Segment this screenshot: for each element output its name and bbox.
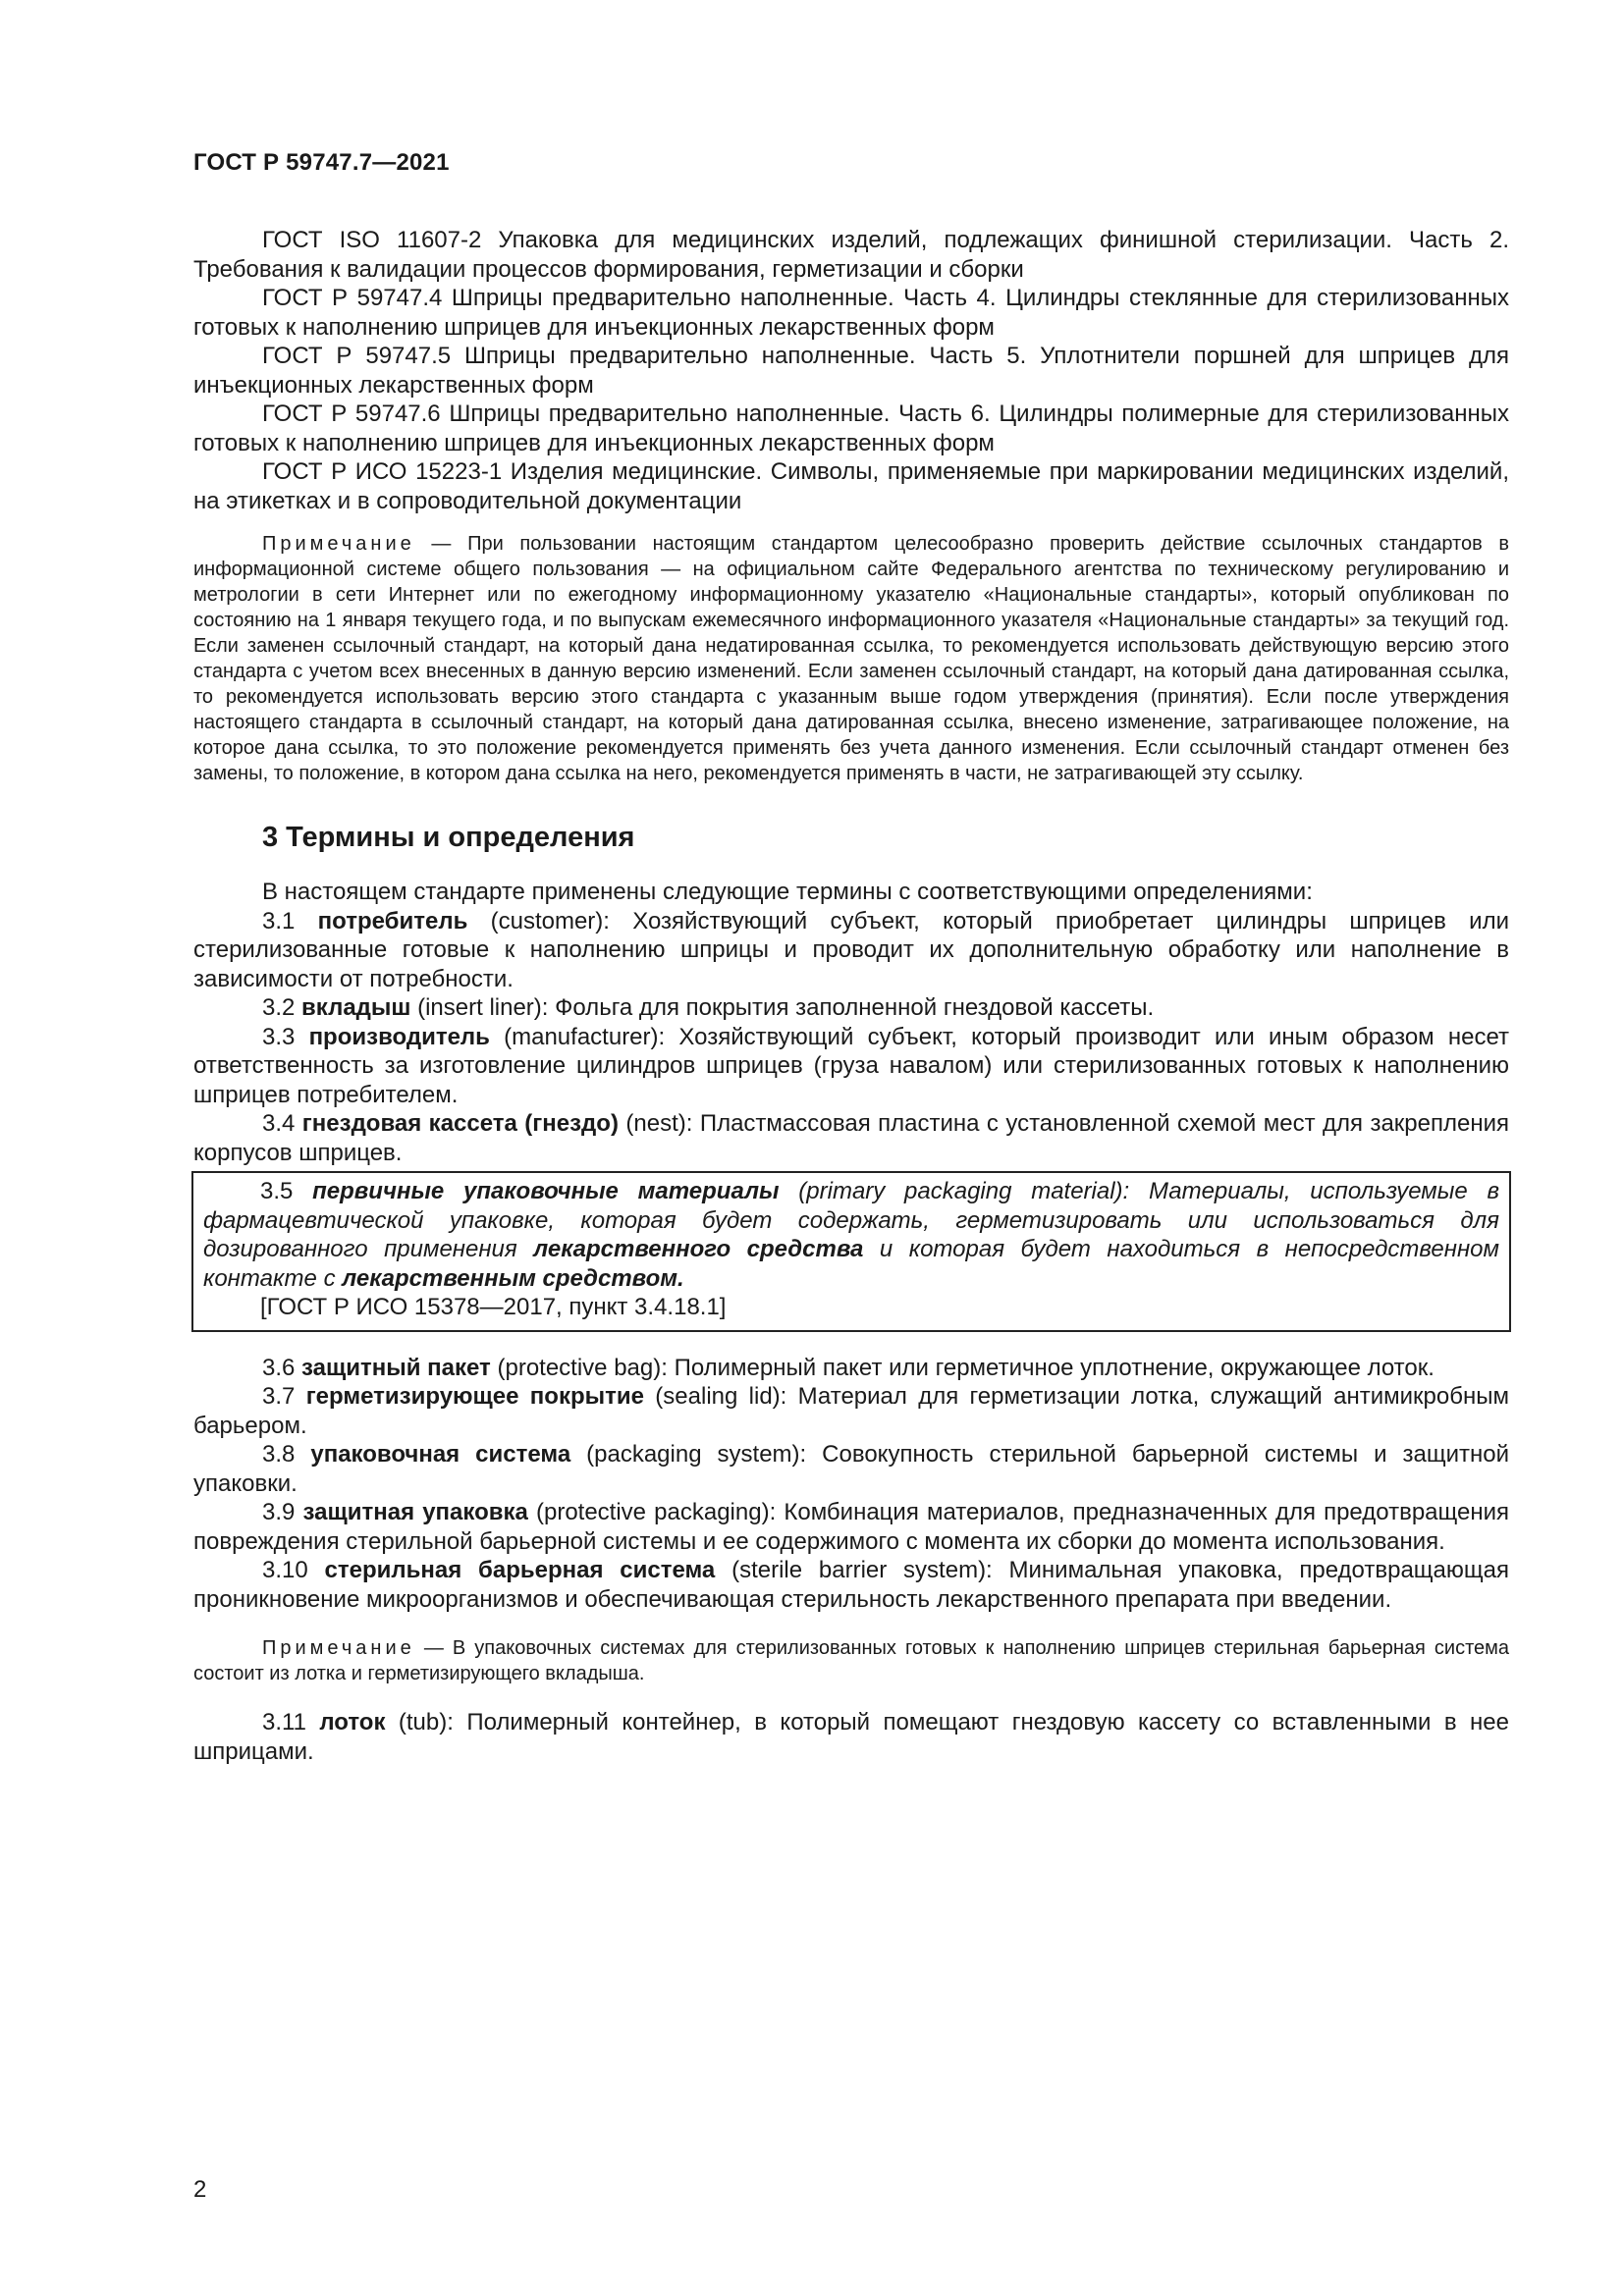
- section-heading: 3 Термины и определения: [262, 822, 635, 853]
- page-header: ГОСТ Р 59747.7—2021: [193, 149, 450, 176]
- page-number: 2: [193, 2176, 207, 2203]
- section-intro: В настоящем стандарте применены следующие термины с соответствующими определениями:: [262, 879, 1313, 905]
- note-sterile-barrier: [193, 1635, 1509, 1686]
- term-3-6: 3.6 защитный пакет (protective bag): Полимерный пакет или герметичное уплотнение, окружающее лоток.: [262, 1354, 1435, 1381]
- page-content: [193, 226, 1509, 1766]
- term-3-8: 3.8 упаковочная система (packaging system): Совокупность стерильной барьерной системы и защитной упаковки.: [193, 1441, 1510, 1497]
- term-3-3: 3.3 производитель (manufacturer): Хозяйствующий субъект, который производит или иным образом несет ответственность за изготовление цилиндров шприцев (груза навалом) или стерилизованных готовых к наполнению шприцев потребителем.: [193, 1023, 1509, 1108]
- term-3-9: 3.9 защитная упаковка (protective packaging): Комбинация материалов, предназначенных для предотвращения повреждения стерильной барьерной системы и ее содержимого с момента их сборки до момента использования.: [193, 1499, 1509, 1555]
- note-text: — В упаковочных системах для стерилизованных готовых к наполнению шприцев стерильная барьерная система состоит из лотка и герметизирующего вкладыша.: [193, 1637, 1509, 1684]
- note-references: [193, 531, 1509, 786]
- ref-item: ГОСТ ISO 11607-2 Упаковка для медицинских изделий, подлежащих финишной стерилизации. Часть 2. Требования к валидации процессов формирования, герметизации и сборки: [193, 227, 1509, 283]
- ref-item: ГОСТ Р ИСО 15223-1 Изделия медицинские. Символы, применяемые при маркировании медицинских изделий, на этикетках и в сопроводительной документации: [193, 458, 1509, 514]
- note-text: — При пользовании настоящим стандартом целесообразно проверить действие ссылочных стандартов в информационной системе общего пользования — на официальном сайте Федерального агентства по техническому регулированию и метрологии в сети Интернет или по ежегодному информационному указателю «Национальные стандарты», который опубликован по состоянию на 1 января текущего года, и по выпускам ежемесячного информационного указателя «Национальные стандарты» за текущий год. Если заменен ссылочный стандарт, на который дана недатированная ссылка, то рекомендуется использовать действующую версию этого стандарта с учетом всех внесенных в данную версию изменений. Если заменен ссылочный стандарт, на который дана датированная ссылка, то рекомендуется использовать версию этого стандарта с указанным выше годом утверждения (принятия). Если после утверждения настоящего стандарта в ссылочный стандарт, на который дана датированная ссылка, внесено изменение, затрагивающее положение, на которое дана ссылка, то это положение рекомендуется применять без учета данного изменения. Если ссылочный стандарт отменен без замены, то положение, в котором дана ссылка на него, рекомендуется применять в части, не затрагивающей эту ссылку.: [193, 533, 1509, 784]
- term-3-10: 3.10 стерильная барьерная система (sterile barrier system): Минимальная упаковка, предотвращающая проникновение микроорганизмов и обеспечивающая стерильность лекарственного препарата при введении.: [193, 1557, 1509, 1613]
- term-3-1: 3.1 потребитель (customer): Хозяйствующий субъект, который приобретает цилиндры шприцев или стерилизованные готовые к наполнению шприцы и проводит их дополнительную обработку или наполнение в зависимости от потребности.: [193, 907, 1510, 992]
- term-3-11: 3.11 лоток (tub): Полимерный контейнер, в который помещают гнездовую кассету со вставленными в нее шприцами.: [193, 1709, 1509, 1765]
- note-label: Примечание: [262, 1637, 415, 1659]
- term-3-2: 3.2 вкладыш (insert liner): Фольга для покрытия заполненной гнездовой кассеты.: [262, 994, 1155, 1021]
- ref-item: ГОСТ Р 59747.5 Шприцы предварительно наполненные. Часть 5. Уплотнители поршней для шприцев для инъекционных лекарственных форм: [193, 343, 1509, 399]
- term-3-5: 3.5 первичные упаковочные материалы (primary packaging material): Материалы, используемые в фармацевтической упаковке, которая будет содержать, герметизировать или использоваться для дозированного применения лекарственного средства и которая будет находиться в непосредственном контакте с лекарственным средством.: [203, 1178, 1500, 1292]
- boxed-term-3-5: [191, 1171, 1511, 1332]
- ref-item: ГОСТ Р 59747.4 Шприцы предварительно наполненные. Часть 4. Цилиндры стеклянные для стерилизованных готовых к наполнению шприцев для инъекционных лекарственных форм: [193, 285, 1509, 341]
- term-3-4: 3.4 гнездовая кассета (гнездо) (nest): Пластмассовая пластина с установленной схемой мест для закрепления корпусов шприцев.: [193, 1110, 1510, 1166]
- note-label: Примечание: [262, 533, 415, 555]
- term-source: [ГОСТ Р ИСО 15378—2017, пункт 3.4.18.1]: [260, 1294, 727, 1320]
- ref-item: ГОСТ Р 59747.6 Шприцы предварительно наполненные. Часть 6. Цилиндры полимерные для стерилизованных готовых к наполнению шприцев для инъекционных лекарственных форм: [193, 400, 1509, 456]
- term-3-7: 3.7 герметизирующее покрытие (sealing lid): Материал для герметизации лотка, служащий антимикробным барьером.: [193, 1383, 1509, 1439]
